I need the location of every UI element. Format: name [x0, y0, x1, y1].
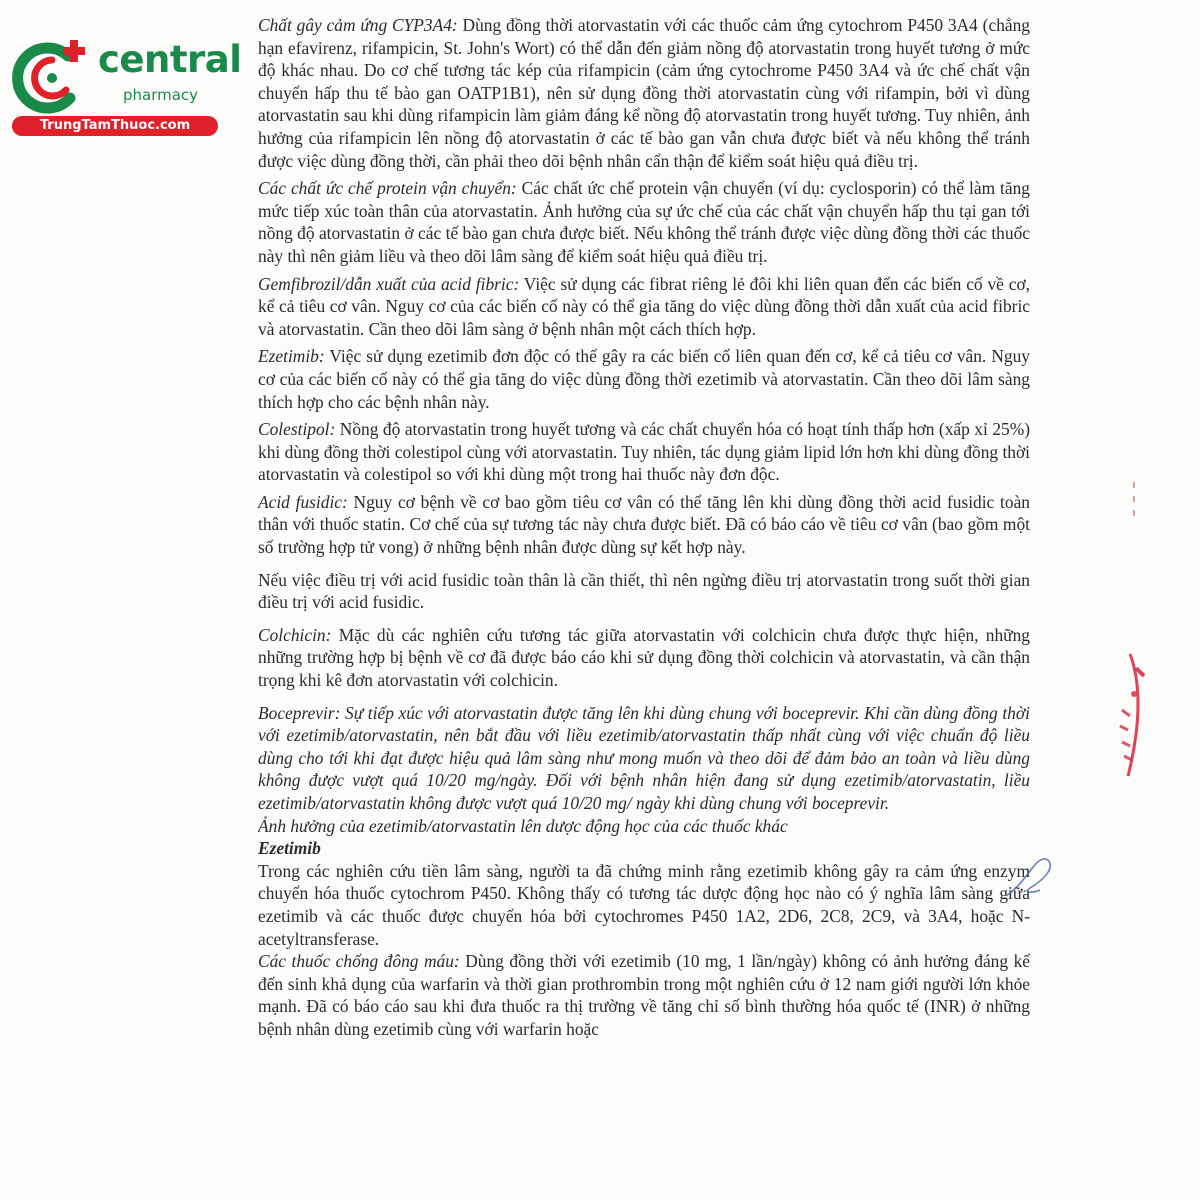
paragraph-colchicin [258, 624, 1030, 692]
paragraph-colestipol [258, 418, 1030, 486]
term-label: Chất gây cảm ứng CYP3A4: [258, 15, 458, 35]
central-pharmacy-logo[interactable] [10, 36, 242, 140]
red-stamp-fragment [1108, 650, 1148, 780]
paragraph-boceprevir: Boceprevir: Sự tiếp xúc với atorvastatin được tăng lên khi dùng chung với boceprevir. Khi cần dùng đồng thời với ezetimib/atorvastatin, nên bắt đầu với liều ezetimib/atorvastatin thấp nhất cùng với việc chuẩn độ liều dùng cho tới khi đạt được hiệu quả lâm sàng như mong muốn và theo dõi để đảm bảo an toàn và liều dùng không được vượt quá 10/20 mg/ngày. Đối với bệnh nhân hiện đang sử dụng ezetimib/atorvastatin, liều ezetimib/atorvastatin không được vượt quá 10/20 mg/ ngày khi dùng chung với boceprevir. [258, 702, 1030, 813]
term-label: Các chất ức chế protein vận chuyển: [258, 178, 517, 199]
paragraph-text: Các chất ức chế protein vận chuyển (ví dụ: cyclosporin) có thể làm tăng mức tiếp xúc toàn thân của atorvastatin. Ảnh hưởng của sự ức chế của các chất vận chuyển hấp thu tại gan tới nồng độ atorvastatin ở các tế bào gan chưa được biết. Nếu không thể tránh được việc dùng đồng thời các thuốc này thì nên giảm liều và theo dõi lâm sàng để kiểm soát hiệu quả điều trị. [258, 178, 1030, 266]
paragraph-text: Mặc dù các nghiên cứu tương tác giữa atorvastatin với colchicin chưa được thực hiện, những những trường hợp bị bệnh về cơ đã được báo cáo khi sử dụng đồng thời colchicin và atorvastatin, và cần thận trọng khi kê đơn atorvastatin với colchicin. [258, 624, 1030, 691]
paragraph-transport-inhibitors [258, 177, 1030, 267]
document-body [258, 14, 1030, 1194]
term-label: Colestipol: [258, 419, 336, 440]
logo-brand-text: central [98, 38, 242, 81]
paragraph-acid-fusidic [258, 491, 1030, 559]
paragraph-text: Nguy cơ bệnh về cơ bao gồm tiêu cơ vân có thể tăng lên khi dùng đồng thời acid fusidic toàn thân với thuốc statin. Cơ chế của sự tương tác này chưa được biết. Đã có báo cáo về tiêu cơ vân (bao gồm một số trường hợp tử vong) ở những bệnh nhân được dùng sự kết hợp này. [258, 491, 1030, 558]
logo-sub-text: pharmacy [123, 86, 199, 104]
section-title: Ảnh hưởng của ezetimib/atorvastatin lên dược động học của các thuốc khác [258, 815, 788, 836]
margin-tick-marks [1126, 480, 1142, 520]
paragraph-cyp3a4 [258, 14, 1030, 172]
signature-mark [1000, 848, 1060, 908]
logo-banner: TrungTamThuoc.com [12, 116, 218, 136]
term-label: Ezetimib: [258, 346, 325, 367]
subheading-ezetimib: Ezetimib [258, 838, 321, 859]
paragraph-text: Việc sử dụng các fibrat riêng lẻ đôi khi liên quan đến các biến cố về cơ, kể cả tiêu cơ vân. Nguy cơ của các biến cố này có thể gia tăng do việc dùng đồng thời dẫn xuất của acid fibric và atorvastatin. Cần theo dõi lâm sàng ở bệnh nhân một cách thích hợp. [258, 273, 1030, 339]
term-label: Acid fusidic: [258, 491, 348, 512]
pharmacy-c-cross-icon [10, 36, 94, 120]
paragraph-ezetimib-pk: Trong các nghiên cứu tiền lâm sàng, người ta đã chứng minh rằng ezetimib không gây ra cảm ứng enzym chuyển hóa thuốc cytochrom P450. Không thấy có tương tác dược động học nào có ý nghĩa lâm sàng giữa ezetimib và các thuốc được chuyển hóa bởi cytochromes P450 1A2, 2D6, 2C8, 2C9, và 3A4, hoặc N-acetyltransferase. [258, 860, 1030, 949]
paragraph-fusidic-note: Nếu việc điều trị với acid fusidic toàn thân là cần thiết, thì nên ngừng điều trị atorvastatin trong suốt thời gian điều trị với acid fusidic. [258, 569, 1030, 613]
term-label: Colchicin: [258, 624, 332, 645]
paragraph-ezetimib-interaction [258, 345, 1030, 413]
paragraph-text: Dùng đồng thời atorvastatin với các thuốc cảm ứng cytochrom P450 3A4 (chẳng hạn efavirenz, rifampicin, St. John's Wort) có thể dẫn đến giảm nồng độ atorvastatin trong huyết tương ở mức độ khác nhau. Do cơ chế tương tác kép của rifampicin (cảm ứng cytochrome P450 3A4 và ức chế chất vận chuyển hấp thu tế bào gan OATP1B1), nên sử dụng đồng thời atorvastatin cùng với rifampin, bởi vì dùng atorvastatin sau khi dùng rifampicin làm giảm đáng kể nồng độ atorvastatin trong huyết tương. Tuy nhiên, ảnh hưởng của rifampicin lên nồng độ atorvastatin ở các tế bào gan vẫn chưa được biết và nếu không thể tránh được việc dùng đồng thời, cần phải theo dõi bệnh nhân cẩn thận để kiểm soát hiệu quả điều trị. [258, 15, 1030, 171]
term-label: Gemfibrozil/dẫn xuất của acid fibric: [258, 273, 520, 294]
paragraph-gemfibrozil [258, 273, 1030, 341]
paragraph-anticoagulants [258, 950, 1030, 1040]
paragraph-text: Việc sử dụng ezetimib đơn độc có thể gây ra các biến cố liên quan đến cơ, kể cả tiêu cơ vân. Nguy cơ của các biến cố này có thể gia tăng do việc dùng đồng thời ezetimib và atorvastatin. Cần theo dõi lâm sàng thích hợp cho các bệnh nhân này. [258, 346, 1030, 412]
paragraph-text: Dùng đồng thời với ezetimib (10 mg, 1 lần/ngày) không có ảnh hưởng đáng kể đến sinh khả dụng của warfarin và thời gian prothrombin trong một nghiên cứu ở 12 nam giới người lớn khỏe mạnh. Đã có báo cáo sau khi đưa thuốc ra thị trường về tăng chỉ số bình thường hóa quốc tế (INR) ở những bệnh nhân dùng ezetimib cùng với warfarin hoặc [258, 951, 1030, 1039]
paragraph-text: Nồng độ atorvastatin trong huyết tương và các chất chuyển hóa có hoạt tính thấp hơn (xấp xỉ 25%) khi dùng đồng thời colestipol cùng với atorvastatin. Tuy nhiên, tác dụng giảm lipid lớn hơn khi dùng đồng thời atorvastatin và colestipol so với khi dùng một trong hai thuốc này đơn độc. [258, 419, 1030, 485]
term-label: Các thuốc chống đông máu: [258, 951, 460, 972]
